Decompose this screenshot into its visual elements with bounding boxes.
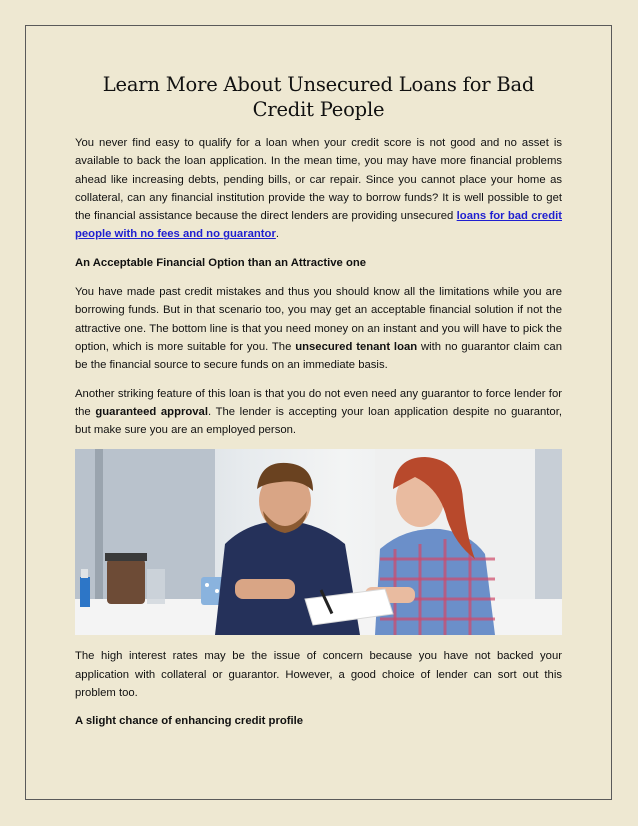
section-heading-credit-profile: A slight chance of enhancing credit profile — [75, 715, 304, 728]
intro-text: You never find easy to qualify for a loan when your credit score is not good and no asset is available to back the loan application. In the mean time, you may have more financial problems ahead like increasing debts, pending bills, or car repair. Since you cannot place your home as collateral, can any financial institution provide the way to borrow funds? It is well possible to get the financial assistance because the direct lenders are providing unsecured — [75, 137, 562, 223]
document-body — [75, 72, 562, 742]
paragraph-text: You have made past credit mistakes and thus you should know all the limitations while you are borrowing funds. But in that scenario too, you may get an acceptable financial solution if not the attractive one. The bottom line is that you need money on an instant and you will have to pick the option, which is more suitable for you. The — [75, 286, 562, 353]
loans-link[interactable]: loans for bad credit people with no fees and no guarantor — [75, 210, 562, 241]
couple-reviewing-documents-photo — [75, 449, 562, 635]
intro-paragraph — [75, 134, 562, 244]
bold-term-guaranteed-approval: guaranteed approval — [95, 405, 208, 418]
section-heading-acceptable-option: An Acceptable Financial Option than an Attractive one — [75, 256, 367, 269]
page-title: Learn More About Unsecured Loans for Bad Credit People — [102, 73, 535, 121]
photo-illustration — [75, 449, 562, 635]
paragraph-guarantor — [75, 385, 562, 440]
bold-term-unsecured-tenant-loan: unsecured tenant loan — [295, 340, 418, 353]
paragraph-credit-mistakes — [75, 283, 562, 374]
paragraph-text: Another striking feature of this loan is that you do not even need any guarantor to force lender for the — [75, 387, 562, 418]
paragraph-interest-rates: The high interest rates may be the issue of concern because you have not backed your application with collateral or guarantor. However, a good choice of lender can sort out this problem too. — [75, 650, 562, 700]
paragraph-text: with no guarantor claim can be the financial source to secure funds on an immediate basis. — [75, 340, 562, 372]
intro-text-end: . — [275, 228, 279, 241]
paragraph-text: . The lender is accepting your loan application despite no guarantor, but make sure you are an employed person. — [75, 405, 562, 437]
